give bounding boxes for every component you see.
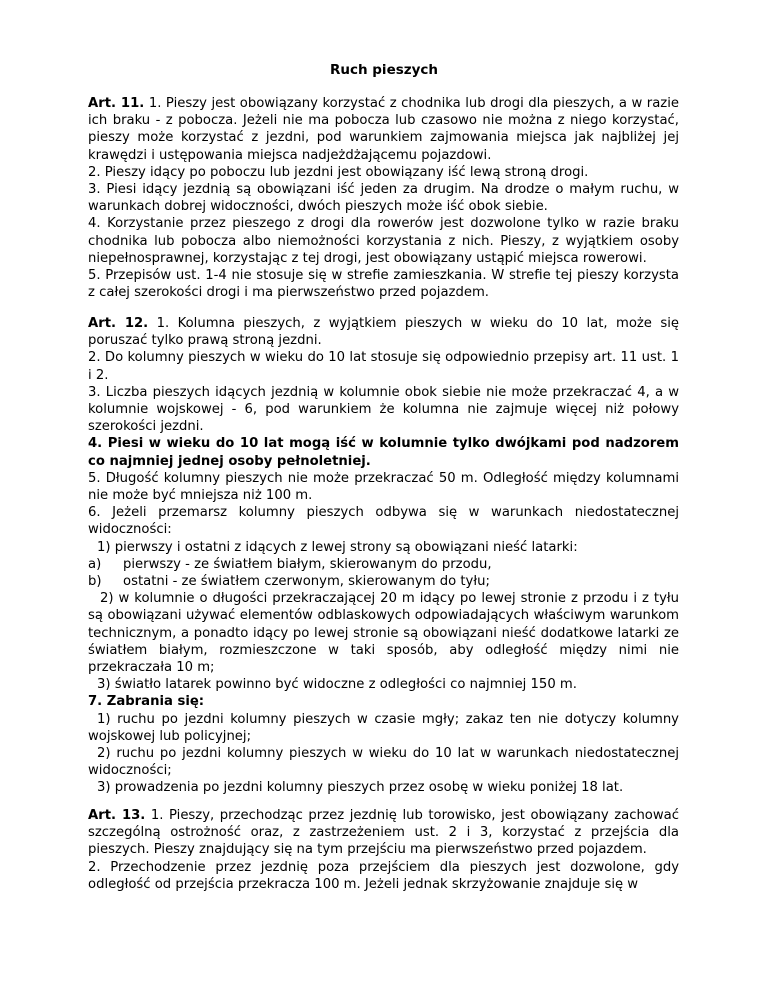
art11-p1-text: 1. Pieszy jest obowiązany korzystać z chodnika lub drogi dla pieszych, a w razie ich braku - z pobocza. Jeżeli nie ma pobocza lub czasowo nie można z niego korzystać, pieszy może korzystać z jezdni, pod warunkiem zajmowania miejsca jak najbliżej jej krawędzi i ustępowania miejsca nadjeżdżającemu pojazdowi. [88,96,679,163]
art12-p7-item-3: 3) prowadzenia po jezdni kolumny pieszych przez osobę w wieku poniżej 18 lat. [97,780,624,796]
art12-paragraph-5: 5. Długość kolumny pieszych nie może przekraczać 50 m. Odległość między kolumnami nie może być mniejsza niż 100 m. [88,470,679,504]
art13-p1-text: 1. Pieszy, przechodząc przez jezdnię lub torowisko, jest obowiązany zachować szczególną ostrożność oraz, z zastrzeżeniem ust. 2 i 3, korzystać z przejścia dla pieszych. Pieszy znajdujący się na tym przejściu ma pierwszeństwo przed pojazdem. [88,808,679,858]
art12-p6-item-1b [88,573,679,590]
art12-paragraph-4: 4. Piesi w wieku do 10 lat mogą iść w kolumnie tylko dwójkami pod nadzorem co najmniej jednej osoby pełnoletniej. [88,436,679,469]
p7-item-2-text: 2) ruchu po jezdni kolumny pieszych w wieku do 10 lat w warunkach niedostatecznej widoczności; [88,746,679,779]
art13-paragraph-1 [88,807,679,859]
art13-label: Art. 13. [88,808,146,823]
art12-p7-item-2 [88,745,679,779]
art11-paragraph-2: 2. Pieszy idący po poboczu lub jezdni jest obowiązany iść lewą stroną drogi. [88,164,589,180]
art12-p6-item-1: 1) pierwszy i ostatni z idących z lewej strony są obowiązani nieść latarki: [97,539,578,555]
art11-paragraph-4: 4. Korzystanie przez pieszego z drogi dla rowerów jest dozwolone tylko w razie braku chodnika lub pobocza albo niemożności korzystania z nich. Pieszy, z wyjątkiem osoby niepełnosprawnej, korzystając z tej drogi, jest obowiązany ustąpić miejsca rowerowi. [88,216,679,266]
art11-label: Art. 11. [88,96,145,111]
art12-paragraph-1 [88,315,679,349]
article-12 [88,315,679,797]
art12-paragraph-3: 3. Liczba pieszych idących jezdnią w kolumnie obok siebie nie może przekraczać 4, a w kolumnie wojskowej - 6, pod warunkiem że kolumna nie zajmuje więcej niż połowy szerokości jezdni. [88,384,679,435]
art11-paragraph-5: 5. Przepisów ust. 1-4 nie stosuje się w strefie zamieszkania. W strefie tej pieszy korzysta z całej szerokości drogi i ma pierwszeństwo przed pojazdem. [88,268,679,301]
article-11 [88,95,679,301]
art12-p6-item-3: 3) światło latarek powinno być widoczne z odległości co najmniej 150 m. [97,677,577,693]
art13-paragraph-2: 2. Przechodzenie przez jezdnię poza przejściem dla pieszych jest dozwolone, gdy odległość od przejścia przekracza 100 m. Jeżeli jednak skrzyżowanie znajduje się w [88,859,679,892]
art11-paragraph-3: 3. Piesi idący jezdnią są obowiązani iść jeden za drugim. Na drodze o małym ruchu, w warunkach dobrej widoczności, dwóch pieszych może iść obok siebie. [88,182,679,215]
art11-paragraph-1 [88,95,679,164]
item-1b-text: ostatni - ze światłem czerwonym, skierowanym do tyłu; [123,574,490,590]
document-title: Ruch pieszych [329,62,439,78]
item-1a-text: pierwszy - ze światłem białym, skierowanym do przodu, [123,556,492,572]
art12-p7-item-1 [88,711,679,745]
art12-paragraph-2: 2. Do kolumny pieszych w wieku do 10 lat stosuje się odpowiednio przepisy art. 11 ust. 1 i 2. [88,350,679,383]
art12-p1-text: 1. Kolumna pieszych, z wyjątkiem pieszych w wieku do 10 lat, może się poruszać tylko prawą stroną jezdni. [88,316,679,349]
item-1a-letter: a) [88,556,102,572]
art12-paragraph-6: 6. Jeżeli przemarsz kolumny pieszych odbywa się w warunkach niedostatecznej widoczności: [88,505,679,538]
item-2-text: 2) w kolumnie o długości przekraczającej 20 m idący po lewej stronie z przodu i z tyłu są obowiązani używać elementów odblaskowych odpowiadających właściwym warunkom technicznym, a ponadto idący po lewej stronie są obowiązani nieść dodatkowe latarki ze światłem białym, rozmieszczone w taki sposób, aby odległość między nimi nie przekraczała 10 m; [88,591,679,676]
article-13 [88,807,679,893]
art12-p6-item-2 [88,590,679,676]
p7-item-1-text: 1) ruchu po jezdni kolumny pieszych w czasie mgły; zakaz ten nie dotyczy kolumny wojskowej lub policyjnej; [88,711,679,744]
art12-p6-item-1a [88,556,679,573]
item-1b-letter: b) [88,574,102,590]
art12-label: Art. 12. [88,316,149,331]
art12-paragraph-7: 7. Zabrania się: [88,694,205,710]
